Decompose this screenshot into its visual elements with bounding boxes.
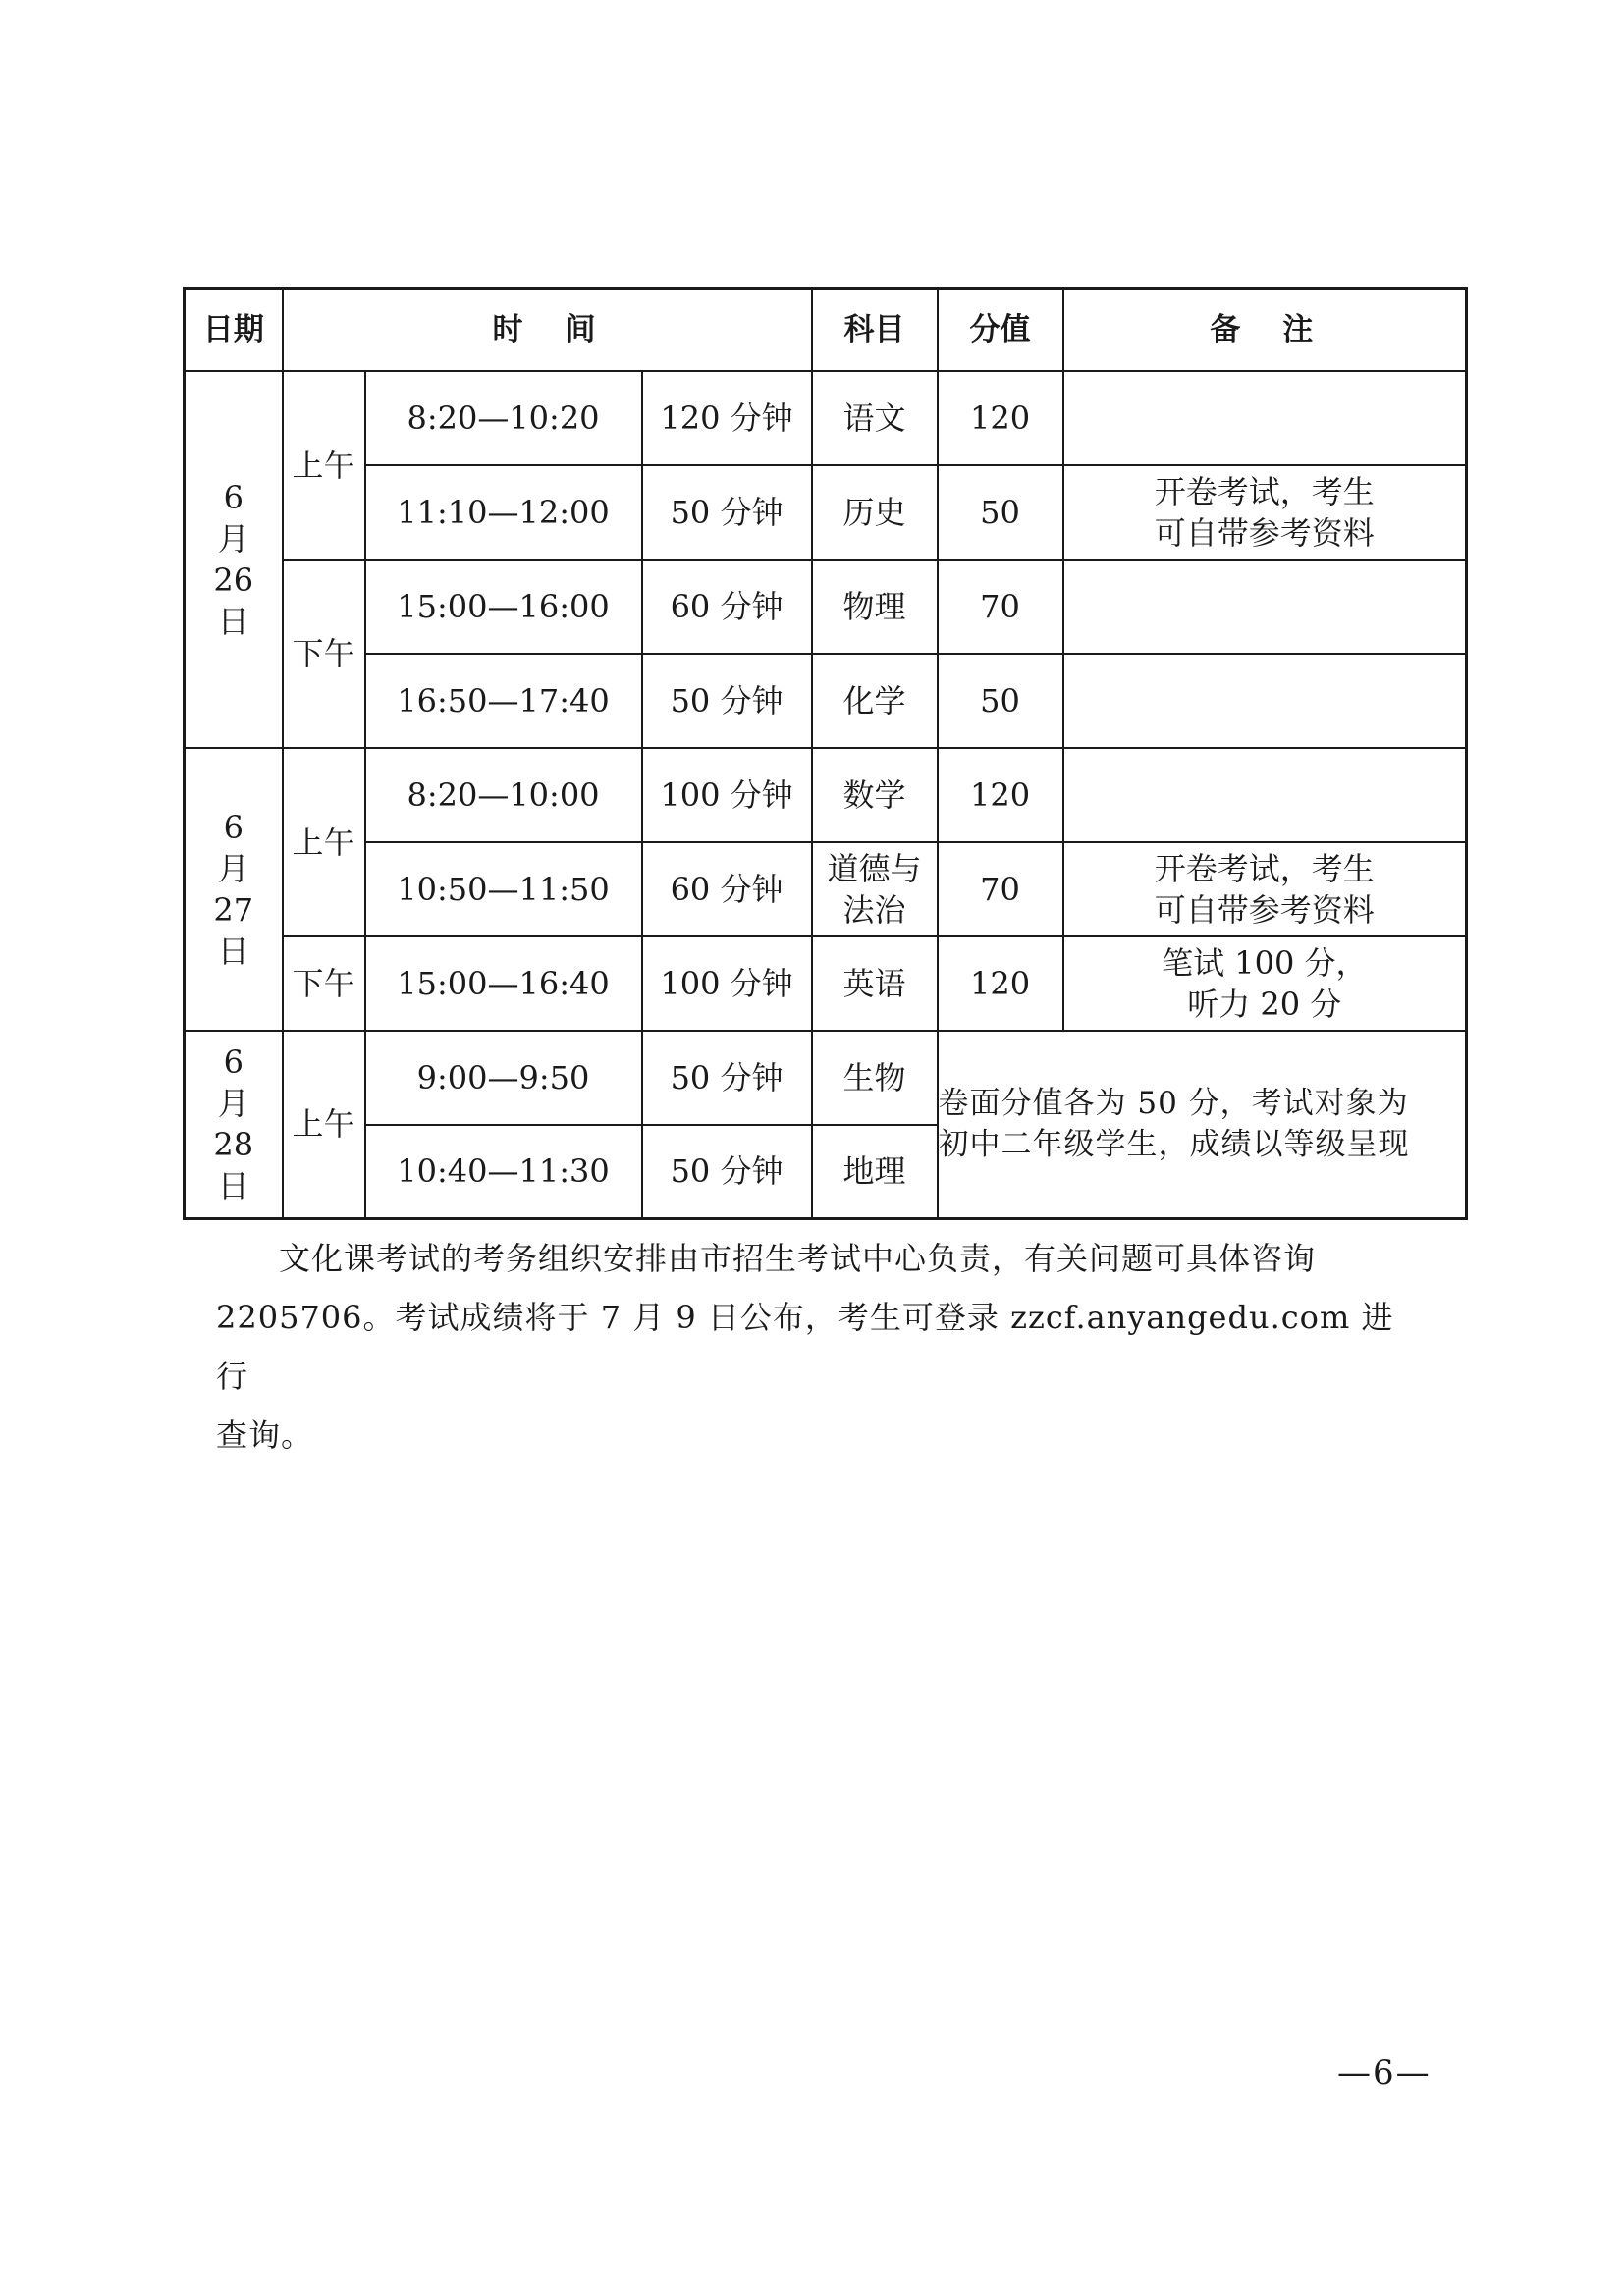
header-score: 分值: [938, 289, 1063, 371]
table-row: [185, 936, 1467, 1031]
time-cell: 10:50—11:50: [365, 842, 642, 936]
table-row: [185, 842, 1467, 936]
duration-cell: 50 分钟: [642, 1031, 812, 1125]
note-cell: [1063, 371, 1467, 465]
subject-cell: 历史: [812, 465, 938, 560]
note-cell: 开卷考试，考生 可自带参考资料: [1063, 842, 1467, 936]
subject-cell: 化学: [812, 654, 938, 748]
page-number: —6—: [1337, 2054, 1432, 2093]
score-cell: 50: [938, 465, 1063, 560]
note-cell: 笔试 100 分， 听力 20 分: [1063, 936, 1467, 1031]
notice-paragraph: [216, 1229, 1424, 1465]
score-cell: 120: [938, 748, 1063, 842]
paragraph-line: 查询。: [216, 1416, 314, 1454]
period-morning: 上午: [283, 748, 365, 936]
duration-cell: 100 分钟: [642, 748, 812, 842]
paragraph-line: 文化课考试的考务组织安排由市招生考试中心负责，有关问题可具体咨询: [279, 1240, 1317, 1277]
header-note: 备 注: [1063, 289, 1467, 371]
date-cell-28: 6 月 28 日: [185, 1031, 283, 1219]
time-cell: 9:00—9:50: [365, 1031, 642, 1125]
duration-cell: 60 分钟: [642, 842, 812, 936]
subject-cell: 生物: [812, 1031, 938, 1125]
time-cell: 8:20—10:00: [365, 748, 642, 842]
time-cell: 16:50—17:40: [365, 654, 642, 748]
table-row: [185, 654, 1467, 748]
time-cell: 11:10—12:00: [365, 465, 642, 560]
subject-cell: 数学: [812, 748, 938, 842]
merged-note-cell: 卷面分值各为 50 分，考试对象为 初中二年级学生，成绩以等级呈现: [938, 1031, 1467, 1219]
time-cell: 15:00—16:00: [365, 560, 642, 654]
subject-cell: 地理: [812, 1125, 938, 1219]
score-cell: 50: [938, 654, 1063, 748]
time-cell: 8:20—10:20: [365, 371, 642, 465]
note-cell: 开卷考试，考生 可自带参考资料: [1063, 465, 1467, 560]
time-cell: 10:40—11:30: [365, 1125, 642, 1219]
time-cell: 15:00—16:40: [365, 936, 642, 1031]
table-row: [185, 465, 1467, 560]
score-cell: 120: [938, 936, 1063, 1031]
score-cell: 70: [938, 560, 1063, 654]
table-row: [185, 560, 1467, 654]
date-cell-27: 6 月 27 日: [185, 748, 283, 1031]
score-cell: 120: [938, 371, 1063, 465]
table-header-row: [185, 289, 1467, 371]
header-subject: 科目: [812, 289, 938, 371]
score-cell: 70: [938, 842, 1063, 936]
period-morning: 上午: [283, 1031, 365, 1219]
table-row: [185, 371, 1467, 465]
note-cell: [1063, 560, 1467, 654]
duration-cell: 50 分钟: [642, 465, 812, 560]
paragraph-line: 2205706。考试成绩将于 7 月 9 日公布，考生可登录 zzcf.anyangedu.com 进行: [216, 1299, 1394, 1395]
period-afternoon: 下午: [283, 936, 365, 1031]
duration-cell: 120 分钟: [642, 371, 812, 465]
table-row: [185, 1031, 1467, 1125]
period-afternoon: 下午: [283, 560, 365, 748]
table-row: [185, 748, 1467, 842]
date-cell-26: 6 月 26 日: [185, 371, 283, 748]
subject-cell: 物理: [812, 560, 938, 654]
exam-schedule-table: [183, 287, 1468, 1220]
note-cell: [1063, 654, 1467, 748]
header-date: 日期: [185, 289, 283, 371]
note-cell: [1063, 748, 1467, 842]
duration-cell: 60 分钟: [642, 560, 812, 654]
duration-cell: 50 分钟: [642, 1125, 812, 1219]
period-morning: 上午: [283, 371, 365, 560]
header-time: 时 间: [283, 289, 812, 371]
duration-cell: 50 分钟: [642, 654, 812, 748]
subject-cell: 英语: [812, 936, 938, 1031]
subject-cell: 道德与 法治: [812, 842, 938, 936]
duration-cell: 100 分钟: [642, 936, 812, 1031]
subject-cell: 语文: [812, 371, 938, 465]
